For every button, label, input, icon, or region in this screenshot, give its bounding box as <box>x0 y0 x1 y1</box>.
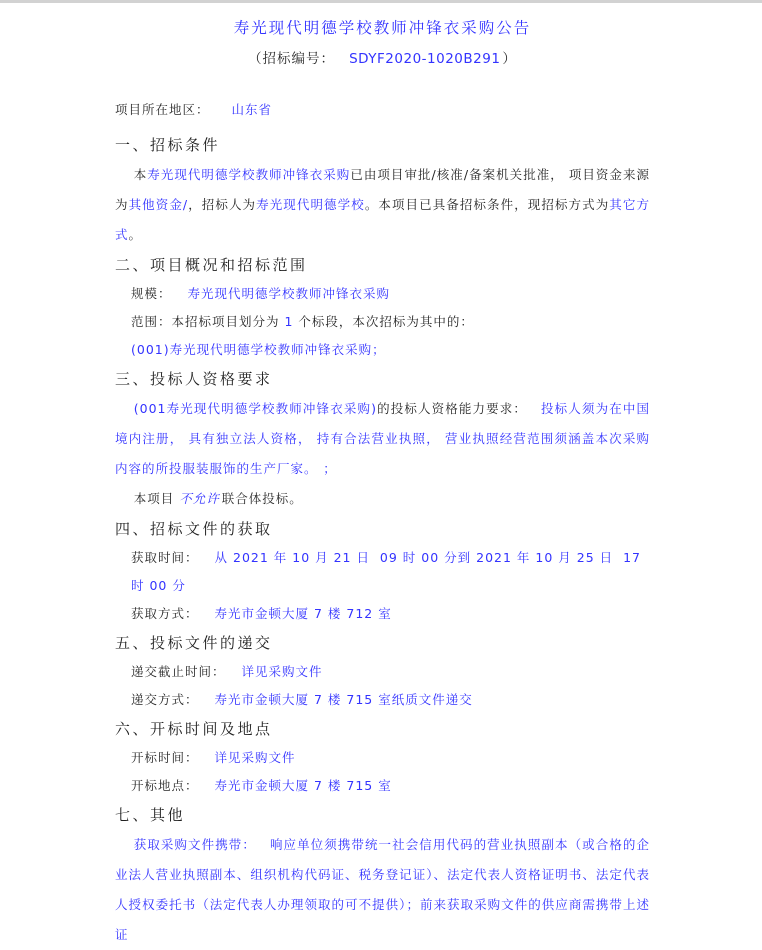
section-heading-1: 一、招标条件 <box>115 136 221 154</box>
tender-number-line <box>115 50 650 68</box>
section-heading-7: 七、其他 <box>115 806 186 824</box>
submission-deadline-label: 递交截止时间： <box>131 664 226 679</box>
section-heading-6: 六、开标时间及地点 <box>115 720 273 738</box>
document-title: 寿光现代明德学校教师冲锋衣采购公告 <box>233 19 532 37</box>
acquisition-time-value: 从 2021 年 10 月 21 日 09 时 00 分到 2021 年 10 月 25 日 17 时 00 分 <box>131 550 646 593</box>
project-region-value: 山东省 <box>231 102 273 117</box>
scope-line <box>131 308 650 336</box>
section-project-overview <box>115 250 650 364</box>
lot-line <box>131 336 650 364</box>
project-name: 寿光现代明德学校教师冲锋衣采购 <box>147 167 351 182</box>
text-segment: ； <box>323 461 337 476</box>
submission-deadline-line <box>131 658 650 686</box>
section-heading-2: 二、项目概况和招标范围 <box>115 256 308 274</box>
section-heading-4: 四、招标文件的获取 <box>115 520 273 538</box>
text-segment: 联合体投标。 <box>221 491 303 506</box>
lot-count: 1 <box>284 314 294 329</box>
text-segment: 。 <box>128 227 143 242</box>
consortium-not-allowed: 不允许 <box>179 491 220 506</box>
text-segment: 范围：本招标项目划分为 <box>131 314 285 329</box>
other-requirements-paragraph <box>115 830 650 950</box>
opening-place-value: 寿光市金顿大厦 7 楼 715 室 <box>214 778 392 793</box>
text-segment: 已由项目审批/核准/备案机关批准， 项目资金来源为 <box>115 167 650 212</box>
submission-method-line <box>131 686 650 714</box>
submission-method-value: 寿光市金顿大厦 7 楼 715 室纸质文件递交 <box>214 692 473 707</box>
tender-number-close: ） <box>502 51 517 67</box>
section-document-acquisition <box>115 514 650 628</box>
submission-deadline-value: 详见采购文件 <box>241 664 323 679</box>
funding-source: 其他资金/ <box>128 197 189 212</box>
carry-documents-label: 获取采购文件携带： <box>133 837 256 852</box>
opening-time-value: 详见采购文件 <box>214 750 296 765</box>
section-bid-conditions <box>115 130 650 250</box>
opening-place-line <box>131 772 650 800</box>
opening-place-label: 开标地点： <box>131 778 199 793</box>
announcement-document <box>0 3 762 950</box>
opening-time-line <box>131 744 650 772</box>
section-bid-submission <box>115 628 650 714</box>
qualification-paragraph <box>115 394 650 484</box>
consortium-paragraph <box>115 484 650 514</box>
tender-method: 其它方式 <box>115 197 650 242</box>
project-region-label: 项目所在地区： <box>115 102 210 117</box>
text-segment: 。本项目已具备招标条件，现招标方式为 <box>364 197 610 212</box>
carry-documents-text: 响应单位须携带统一社会信用代码的营业执照副本（或合格的企业法人营业执照副本、组织机构代码证、税务登记证）、法定代表人资格证明书、法定代表人授权委托书（法定代表人办理领取的可不提供）；前来获取采购文件的供应商需携带上述证 <box>115 837 650 942</box>
section-heading-3: 三、投标人资格要求 <box>115 370 273 388</box>
scale-line <box>131 280 650 308</box>
project-region-line <box>115 96 650 124</box>
bid-conditions-paragraph <box>115 160 650 250</box>
section-other <box>115 800 650 950</box>
submission-method-label: 递交方式： <box>131 692 199 707</box>
tender-number-label: （招标编号： <box>248 51 336 67</box>
text-segment: 的投标人资格能力要求： <box>376 401 528 416</box>
acquisition-method-line <box>131 600 650 628</box>
qualification-requirements: 投标人须为在中国境内注册， 具有独立法人资格， 持有合法营业执照， 营业执照经营范围须涵盖本次采购内容的所投服装服饰的生产厂家。 <box>115 401 650 476</box>
text-segment: 本项目 <box>133 491 175 506</box>
acquisition-method-label: 获取方式： <box>131 606 199 621</box>
acquisition-time-line <box>131 544 650 600</box>
section-bid-opening <box>115 714 650 800</box>
text-segment: ，招标人为 <box>188 197 257 212</box>
section-bidder-qualifications <box>115 364 650 514</box>
scale-label: 规模： <box>131 286 172 301</box>
tenderee-name: 寿光现代明德学校 <box>256 197 365 212</box>
tender-number: SDYF2020-1020B291 <box>349 51 501 67</box>
acquisition-time-label: 获取时间： <box>131 550 199 565</box>
lot-reference: (001寿光现代明德学校教师冲锋衣采购) <box>133 401 377 416</box>
scale-value: 寿光现代明德学校教师冲锋衣采购 <box>187 286 391 301</box>
acquisition-method-value: 寿光市金顿大厦 7 楼 712 室 <box>214 606 392 621</box>
text-segment: 个标段，本次招标为其中的： <box>293 314 474 329</box>
text-segment: 本 <box>133 167 148 182</box>
lot-name: (001)寿光现代明德学校教师冲锋衣采购； <box>131 342 386 357</box>
section-heading-5: 五、投标文件的递交 <box>115 634 273 652</box>
opening-time-label: 开标时间： <box>131 750 199 765</box>
